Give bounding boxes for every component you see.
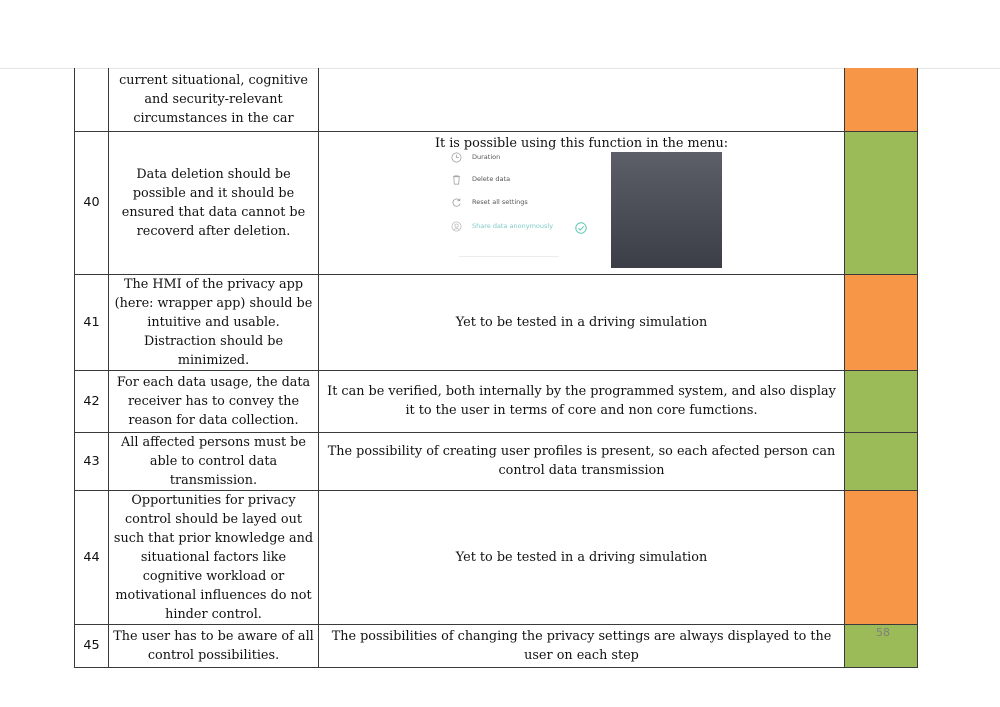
menu-item-duration: [451, 150, 500, 166]
requirements-table: [74, 68, 918, 668]
evaluation-text: The possibilities of changing the privacy settings are always displayed to the user on each step: [319, 624, 845, 667]
status-cell: [845, 370, 918, 432]
table-row: [75, 68, 918, 131]
menu-item-reset-settings: [451, 195, 528, 211]
evaluation-text: Yet to be tested in a driving simulation: [319, 274, 845, 370]
status-cell: [845, 274, 918, 370]
evaluation-text: It is possible using this function in the menu:: [434, 135, 729, 151]
menu-item-label: Duration: [472, 153, 501, 161]
evaluation-text: [319, 68, 845, 131]
status-cell: [845, 131, 918, 274]
requirement-text: All affected persons must be able to control data transmission.: [109, 432, 319, 490]
evaluation-text: It can be verified, both internally by the programmed system, and also display it to the user in terms of core and non core fumctions.: [319, 370, 845, 432]
row-number: 44: [75, 490, 109, 624]
evaluation-cell: [319, 131, 845, 274]
page-number: 58: [876, 626, 890, 639]
status-cell: [845, 68, 918, 131]
evaluation-text: Yet to be tested in a driving simulation: [319, 490, 845, 624]
table-row: [75, 370, 918, 432]
requirement-text: Data deletion should be possible and it should be ensured that data cannot be recoverd after deletion.: [109, 131, 319, 274]
row-number: 41: [75, 274, 109, 370]
table-row: [75, 432, 918, 490]
requirement-text: Opportunities for privacy control should be layed out such that prior knowledge and situational factors like cognitive workload or motivational influences do not hinder control.: [109, 490, 319, 624]
status-cell: [845, 432, 918, 490]
menu-item-label: Delete data: [472, 175, 511, 183]
menu-item-label: Reset all settings: [472, 198, 528, 206]
table-row: [75, 274, 918, 370]
table-row: [75, 624, 918, 667]
requirement-text: The user has to be aware of all control possibilities.: [109, 624, 319, 667]
table-row: [75, 490, 918, 624]
requirement-text: current situational, cognitive and security-relevant circumstances in the car: [109, 68, 319, 131]
row-number: 40: [75, 131, 109, 274]
menu-divider: [459, 256, 559, 257]
reset-icon: [451, 197, 462, 208]
menu-item-delete-data: [451, 172, 510, 188]
user-icon: [451, 221, 462, 232]
status-cell: [845, 490, 918, 624]
menu-item-share-data: [451, 219, 553, 235]
clock-icon: [451, 152, 462, 163]
requirement-text: The HMI of the privacy app (here: wrapper app) should be intuitive and usable. Distraction should be minimized.: [109, 274, 319, 370]
menu-item-label: Share data anonymously: [472, 222, 554, 230]
requirement-text: For each data usage, the data receiver has to convey the reason for data collection.: [109, 370, 319, 432]
table-row: [75, 131, 918, 274]
row-number: 43: [75, 432, 109, 490]
trash-icon: [451, 174, 462, 185]
menu-screenshot: [451, 150, 731, 272]
row-number: [75, 68, 109, 131]
check-circle-icon: [575, 222, 587, 234]
row-number: 42: [75, 370, 109, 432]
evaluation-text: The possibility of creating user profiles is present, so each afected person can control data transmission: [319, 432, 845, 490]
row-number: 45: [75, 624, 109, 667]
dark-screen-panel: [611, 152, 722, 268]
